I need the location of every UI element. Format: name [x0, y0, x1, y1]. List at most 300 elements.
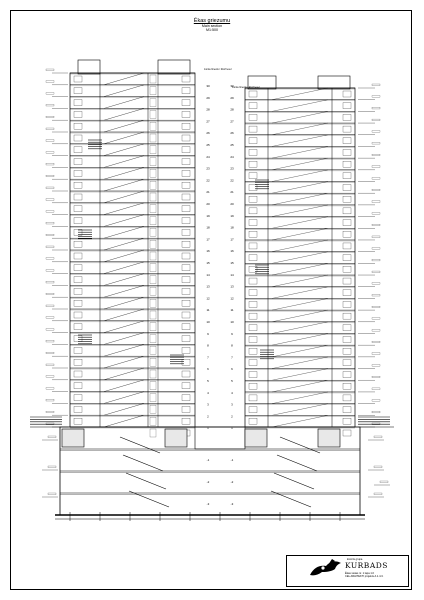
- floor-number-right: 16: [230, 249, 234, 254]
- left-door: [150, 146, 156, 154]
- podium-lobby: [195, 427, 245, 449]
- floor-number-left: 18: [206, 225, 210, 230]
- left-level-tag: [46, 411, 54, 413]
- left-roof-stair: [158, 60, 190, 74]
- basement-number-left: -2: [206, 480, 210, 484]
- parking-ramp: [126, 473, 166, 489]
- left-stair-flight: [104, 167, 144, 179]
- left-stair-flight: [104, 356, 144, 368]
- floor-number-right: 13: [230, 284, 234, 289]
- left-window: [74, 288, 82, 294]
- left-level-tag: [46, 175, 54, 177]
- floor-number-right: 28: [230, 107, 234, 112]
- right-window: [249, 372, 257, 378]
- right-level-tag: [372, 213, 380, 215]
- left-level-tag: [46, 305, 54, 307]
- right-stair-flight: [272, 316, 300, 322]
- right-window: [343, 208, 351, 214]
- right-window: [249, 255, 257, 261]
- left-level-tag: [46, 211, 54, 213]
- right-level-tag: [372, 376, 380, 378]
- right-window: [343, 220, 351, 226]
- right-level-tag: [372, 96, 380, 98]
- right-window: [343, 185, 351, 191]
- base-level-tag: [48, 493, 56, 495]
- right-level-tag: [372, 107, 380, 109]
- right-stair-flight: [272, 234, 300, 240]
- left-level-tag: [46, 234, 54, 236]
- right-window: [249, 336, 257, 342]
- left-stair-flight: [104, 250, 144, 262]
- floor-number-right: 6: [231, 367, 233, 372]
- left-stair-flight: [104, 132, 144, 144]
- right-stair-flight: [300, 275, 328, 281]
- right-window: [249, 231, 257, 237]
- left-stair-flight: [104, 226, 144, 238]
- title-scale: M1:500: [206, 28, 218, 33]
- left-door: [150, 335, 156, 343]
- right-window: [249, 220, 257, 226]
- base-level-tag: [374, 466, 382, 468]
- right-stair-flight: [300, 182, 328, 188]
- floor-number-left: 29: [206, 95, 210, 100]
- floor-number-right: 12: [230, 296, 234, 301]
- floor-number-right: 24: [230, 154, 234, 159]
- left-door: [150, 217, 156, 225]
- floor-number-left: 13: [206, 284, 210, 289]
- left-window: [182, 395, 190, 401]
- floor-number-right: 5: [231, 379, 233, 383]
- left-level-tag: [46, 104, 54, 106]
- right-level-tag: [372, 131, 380, 133]
- left-level-tag: [46, 69, 54, 71]
- base-level-tag: [374, 493, 382, 495]
- floor-number-right: 19: [230, 213, 234, 218]
- right-stair-flight: [300, 310, 328, 316]
- right-level-tag: [372, 388, 380, 390]
- right-window: [343, 372, 351, 378]
- floor-number-left: 17: [206, 237, 210, 242]
- left-window: [74, 182, 82, 188]
- left-window: [182, 336, 190, 342]
- floor-number-left: 19: [206, 213, 210, 218]
- core-block: [62, 429, 84, 447]
- right-window: [249, 126, 257, 132]
- left-stair-flight: [104, 85, 144, 97]
- left-window: [182, 88, 190, 94]
- right-stair-flight: [300, 392, 328, 398]
- right-stair-flight: [272, 339, 300, 345]
- right-stair-flight: [272, 246, 300, 252]
- left-level-tag: [46, 93, 54, 95]
- right-level-tag: [372, 411, 380, 413]
- left-stair-flight: [104, 274, 144, 286]
- right-stair-flight: [300, 135, 328, 141]
- left-level-tag: [46, 199, 54, 201]
- right-level-tag: [372, 178, 380, 180]
- basement-number-right: -2: [230, 480, 234, 484]
- basement-number-right: -3: [230, 502, 234, 506]
- left-window: [182, 312, 190, 318]
- right-stair-flight: [300, 333, 328, 339]
- floor-number-left: 27: [206, 119, 210, 124]
- left-window: [182, 147, 190, 153]
- floor-number-left: 6: [207, 367, 209, 372]
- right-stair-flight: [272, 421, 300, 427]
- floor-number-left: 7: [207, 355, 209, 360]
- left-level-tag: [46, 128, 54, 130]
- left-level-tag: [46, 81, 54, 83]
- left-door: [150, 394, 156, 402]
- right-level-tag: [372, 341, 380, 343]
- right-window: [343, 301, 351, 307]
- left-window: [74, 277, 82, 283]
- left-door: [150, 87, 156, 95]
- left-stair-flight: [104, 403, 144, 415]
- left-door: [150, 252, 156, 260]
- floor-number-left: 12: [206, 296, 210, 301]
- right-window: [343, 278, 351, 284]
- right-stair-flight: [300, 380, 328, 386]
- left-level-tag: [46, 399, 54, 401]
- left-door: [150, 429, 156, 437]
- right-window: [249, 208, 257, 214]
- right-stair-flight: [272, 398, 300, 404]
- floor-number-right: 8: [231, 343, 233, 348]
- right-stair-flight: [300, 298, 328, 304]
- right-window: [249, 348, 257, 354]
- floor-number-left: 11: [206, 308, 210, 313]
- right-window: [343, 430, 351, 436]
- floor-number-left: 30: [206, 84, 210, 88]
- right-level-tag: [372, 119, 380, 121]
- floor-number-right: 17: [230, 237, 234, 242]
- right-window: [343, 395, 351, 401]
- right-stair-flight: [300, 217, 328, 223]
- right-level-tag: [372, 142, 380, 144]
- right-level-tag: [372, 84, 380, 86]
- right-stair-flight: [300, 193, 328, 199]
- basement-number-right: -1: [230, 458, 234, 462]
- right-level-tag: [372, 248, 380, 250]
- right-level-tag: [372, 201, 380, 203]
- floor-number-right: 21: [230, 190, 234, 195]
- left-door: [150, 299, 156, 307]
- right-stair-flight: [272, 409, 300, 415]
- right-stair-flight: [272, 328, 300, 334]
- floor-number-left: 3: [207, 402, 209, 407]
- right-window: [343, 173, 351, 179]
- left-stair-flight: [104, 262, 144, 274]
- left-stair-flight: [104, 97, 144, 109]
- company-name: KURBADS: [345, 561, 388, 570]
- left-roof-plant: [78, 60, 100, 74]
- left-window: [74, 347, 82, 353]
- right-stair-flight: [272, 211, 300, 217]
- left-stair-flight: [104, 144, 144, 156]
- floor-number-left: 15: [206, 261, 210, 265]
- right-stair-flight: [300, 111, 328, 117]
- title-line2: Main section: [201, 24, 223, 28]
- right-stair-flight: [272, 106, 300, 112]
- left-level-tag: [46, 140, 54, 142]
- left-stair-flight: [104, 333, 144, 345]
- right-window: [343, 161, 351, 167]
- left-window: [74, 300, 82, 306]
- floor-number-left: 22: [206, 178, 210, 183]
- right-window: [343, 196, 351, 202]
- left-level-tag: [46, 116, 54, 118]
- left-window: [74, 371, 82, 377]
- floor-number-left: 4: [207, 390, 209, 395]
- right-stair-flight: [300, 205, 328, 211]
- left-door: [150, 323, 156, 331]
- base-level-tag: [48, 436, 56, 438]
- core-block: [245, 429, 267, 447]
- left-window: [182, 111, 190, 117]
- right-window: [249, 418, 257, 424]
- core-block: [165, 429, 187, 447]
- left-window: [182, 206, 190, 212]
- left-stair-flight: [104, 321, 144, 333]
- left-door: [150, 240, 156, 248]
- floor-number-left: 14: [206, 272, 210, 277]
- right-stair-flight: [272, 117, 300, 123]
- left-window: [182, 241, 190, 247]
- left-level-tag: [46, 270, 54, 272]
- floor-number-left: 20: [206, 202, 210, 206]
- right-window: [343, 138, 351, 144]
- floor-number-left: 23: [206, 166, 210, 171]
- right-level-tag: [372, 353, 380, 355]
- left-window: [74, 194, 82, 200]
- left-door: [150, 358, 156, 366]
- right-window: [249, 91, 257, 97]
- left-window: [74, 336, 82, 342]
- right-stair-flight: [272, 164, 300, 170]
- left-window: [74, 111, 82, 117]
- left-door: [150, 346, 156, 354]
- company-small-label: kūrorts grupa: [347, 558, 363, 561]
- floor-number-left: 2: [207, 414, 209, 419]
- floor-number-left: 26: [206, 131, 210, 136]
- right-level-tag: [372, 318, 380, 320]
- left-door: [150, 110, 156, 118]
- right-window: [249, 313, 257, 319]
- left-level-tag: [46, 329, 54, 331]
- right-level-tag: [372, 400, 380, 402]
- right-stair-flight: [272, 293, 300, 299]
- right-stair-flight: [300, 252, 328, 258]
- left-stair-flight: [104, 108, 144, 120]
- left-door: [150, 311, 156, 319]
- left-level-tag: [46, 246, 54, 248]
- right-level-tag: [372, 306, 380, 308]
- left-window: [182, 253, 190, 259]
- right-stair-flight: [272, 351, 300, 357]
- right-stair-flight: [272, 374, 300, 380]
- right-window: [249, 278, 257, 284]
- floor-number-right: 25: [230, 143, 234, 147]
- right-window: [343, 383, 351, 389]
- right-stair-flight: [300, 345, 328, 351]
- right-level-tag: [372, 283, 380, 285]
- left-window: [182, 100, 190, 106]
- right-stair-flight: [272, 187, 300, 193]
- right-stair-flight: [300, 404, 328, 410]
- floor-number-right: 1: [231, 426, 233, 431]
- right-stair-flight: [272, 386, 300, 392]
- left-window: [74, 312, 82, 318]
- left-level-tag: [46, 376, 54, 378]
- left-level-tag: [46, 281, 54, 283]
- left-stair-flight: [104, 368, 144, 380]
- left-level-tag: [46, 364, 54, 366]
- left-door: [150, 122, 156, 130]
- right-level-tag: [372, 154, 380, 156]
- floor-number-left: 24: [206, 154, 210, 159]
- left-window: [74, 159, 82, 165]
- left-window: [182, 324, 190, 330]
- right-window: [343, 348, 351, 354]
- right-stair-flight: [272, 152, 300, 158]
- left-door: [150, 99, 156, 107]
- basement-number-left: -1: [206, 458, 210, 462]
- left-window: [182, 76, 190, 82]
- base-level-tag: [380, 481, 388, 483]
- floor-number-left: 28: [206, 107, 210, 112]
- left-level-tag: [46, 317, 54, 319]
- left-stair-flight: [104, 297, 144, 309]
- left-door: [150, 169, 156, 177]
- parking-ramp: [277, 455, 317, 471]
- left-stair-flight: [104, 156, 144, 168]
- right-level-tag: [372, 166, 380, 168]
- base-level-tag: [374, 436, 382, 438]
- left-stair-flight: [104, 344, 144, 356]
- floor-number-right: 4: [231, 390, 233, 395]
- right-stair-flight: [272, 129, 300, 135]
- right-window: [249, 383, 257, 389]
- floor-number-right: 27: [230, 119, 234, 124]
- parking-ramp: [271, 491, 311, 507]
- floor-number-right: 23: [230, 166, 234, 171]
- left-door: [150, 382, 156, 390]
- right-stair-flight: [272, 363, 300, 369]
- right-stair-flight: [300, 415, 328, 421]
- right-stair-flight: [272, 141, 300, 147]
- right-stair-flight: [272, 269, 300, 275]
- left-window: [74, 324, 82, 330]
- left-stair-flight: [104, 73, 144, 85]
- left-window: [74, 418, 82, 424]
- right-window: [343, 114, 351, 120]
- right-window: [343, 243, 351, 249]
- left-window: [182, 371, 190, 377]
- right-window: [249, 395, 257, 401]
- left-window: [182, 218, 190, 224]
- title-block-line1: Ēkas vietas nr. 1 lapa 1.0: [345, 572, 374, 575]
- right-stair-flight: [300, 357, 328, 363]
- left-window: [182, 265, 190, 271]
- left-door: [150, 405, 156, 413]
- left-level-tag: [46, 222, 54, 224]
- right-window: [249, 114, 257, 120]
- left-window: [182, 347, 190, 353]
- left-door: [150, 264, 156, 272]
- floor-number-right: 7: [231, 355, 233, 360]
- right-level-tag: [372, 224, 380, 226]
- left-door: [150, 287, 156, 295]
- right-window: [343, 103, 351, 109]
- right-window: [249, 325, 257, 331]
- left-stair-flight: [104, 203, 144, 215]
- left-window: [74, 206, 82, 212]
- right-level-tag: [372, 259, 380, 261]
- left-window: [182, 123, 190, 129]
- floor-number-right: 2: [231, 414, 233, 419]
- right-level-tag: [372, 189, 380, 191]
- left-window: [182, 182, 190, 188]
- right-window: [343, 418, 351, 424]
- right-stair-flight: [300, 100, 328, 106]
- right-window: [249, 196, 257, 202]
- left-door: [150, 417, 156, 425]
- floor-number-right: 30: [230, 84, 234, 88]
- right-stair-flight: [272, 199, 300, 205]
- title-block-line2: CEL ARHITEKTI projekts A.1.4.3.: [345, 575, 384, 579]
- left-window: [182, 418, 190, 424]
- right-window: [343, 231, 351, 237]
- floor-number-right: 11: [230, 308, 234, 313]
- right-stair-flight: [272, 176, 300, 182]
- base-level-tag: [48, 466, 56, 468]
- left-level-tag: [46, 152, 54, 154]
- left-door: [150, 193, 156, 201]
- left-door: [150, 276, 156, 284]
- horse-rider-logo-icon: [308, 557, 344, 579]
- right-stair-flight: [300, 228, 328, 234]
- floor-number-right: 15: [230, 261, 234, 265]
- floor-number-right: 14: [230, 272, 234, 277]
- left-door: [150, 205, 156, 213]
- right-stair-flight: [300, 158, 328, 164]
- floor-number-left: 9: [207, 331, 209, 336]
- roof-level-label: Jumta līmenis / Roof level: [204, 68, 232, 71]
- left-window: [74, 395, 82, 401]
- roof-level-label-right: Jumta līmenis / Roof level: [232, 86, 260, 89]
- floor-number-left: 10: [206, 320, 210, 324]
- left-window: [74, 253, 82, 259]
- right-window: [249, 301, 257, 307]
- floor-number-right: 26: [230, 131, 234, 136]
- left-level-tag: [46, 293, 54, 295]
- right-window: [343, 360, 351, 366]
- left-window: [182, 229, 190, 235]
- right-stair-flight: [272, 304, 300, 310]
- left-window: [74, 147, 82, 153]
- left-door: [150, 158, 156, 166]
- left-window: [182, 300, 190, 306]
- right-window: [249, 407, 257, 413]
- left-window: [74, 76, 82, 82]
- left-door: [150, 228, 156, 236]
- right-level-tag: [372, 329, 380, 331]
- left-stair-flight: [104, 392, 144, 404]
- left-window: [182, 194, 190, 200]
- right-level-tag: [372, 271, 380, 273]
- right-window: [343, 255, 351, 261]
